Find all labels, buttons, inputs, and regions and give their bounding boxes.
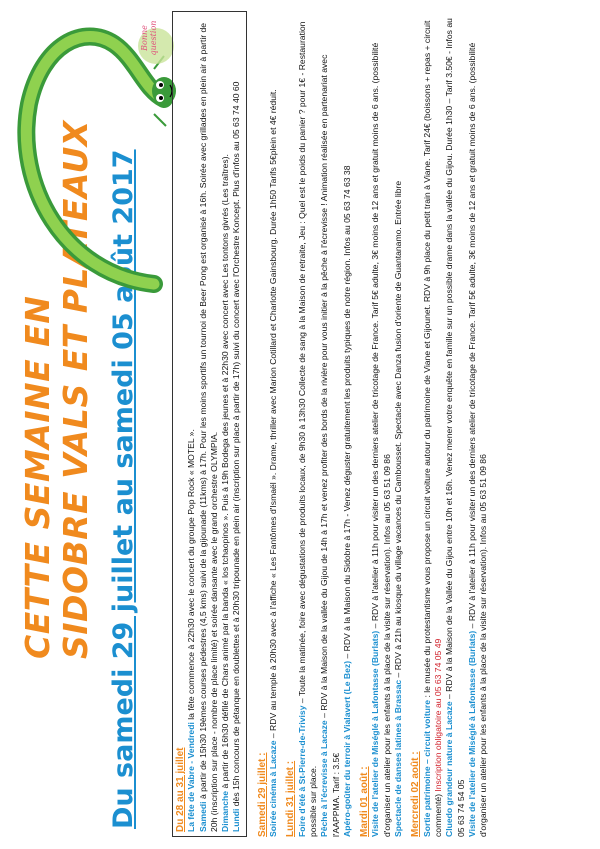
- section-wednesday-02: [410, 11, 489, 837]
- event-item: Visite de l'atelier de Miséglé à Lafontasse (Burlats) – RDV à l'atelier à 11h pour visiter un des derniers atelier de tricotage de France. Tarif 5€ adulte, 3€ moins de 12 ans et gratuit moins de 6 ans. (possibilité d'organiser un atelier pour les enfants à la place de la visite sur réservation). Infos au 05 63 51 09 86: [370, 42, 392, 837]
- title-line-1: CETTE SEMAINE EN: [18, 295, 57, 659]
- registration-note: Inscription obligatoire au 05 63 74 05 49: [432, 638, 443, 792]
- title-line-2: SIDOBRE VALS ET PLATEAUX: [56, 120, 95, 659]
- section-saturday-29: [257, 11, 280, 837]
- section-header: Mercredi 02 août :: [410, 751, 422, 837]
- box-line: Dimanche à partir de 16h30 défilé de Chars animé par la banda « los tchaopinos ». Puis à 19h Bodega des jeunes et à 22h30 avec concert avec Les tontons givrés (Les traîtres).: [220, 154, 231, 832]
- event-item: Cluedo grandeur nature à Lacaze – RDV à la Maison de la Vallée du Gijou entre 10h et 16h. Venez mener votre enquête en famille sur un possible drame dans la vallée du Gijou. Durée 1h30 – Tarif 3.50€ - Infos au 05 63 74 54 05: [444, 18, 466, 837]
- section-header: Lundi 31 juillet :: [285, 760, 297, 837]
- badge-line-2: question: [149, 20, 158, 56]
- event-item: Sortie patrimoine – circuit voiture : le musée du protestantisme vous propose un circuit voiture autour du patrimoine de Viane et Gijounet. RDV à 9h place du petit train à Viane. Tarif 24€ (boissons + repas + circuit commenté) Inscription obligatoire au 05 63 74 05 49: [421, 20, 443, 837]
- events-body: [172, 11, 489, 837]
- box-line: Lundi dès 15h concours de pétanque en doublettes et à 20h30 tripounade en plein air (inscription sur place à partir de 17h) suivi du concert avec l'Orchestre Koncept. Plus d'infos au 05 63 74 40 60: [231, 81, 242, 832]
- section-monday-31: [285, 11, 353, 837]
- box-header: Du 28 au 31 juillet: [175, 747, 186, 832]
- section-header: Samedi 29 juillet :: [256, 752, 268, 837]
- vabre-festival-box: [172, 11, 247, 837]
- event-item: Visite de l'atelier de Miséglé à Lafontasse (Burlats) – RDV à l'atelier à 11h pour visiter un des derniers atelier de tricotage de France. Tarif 5€ adulte, 3€ moins de 12 ans et gratuit moins de 6 ans. (possibilité d'organiser un atelier pour les enfants à la place de la visite sur réservation). Infos au 05 63 51 09 86: [466, 42, 489, 837]
- section-header: Mardi 01 août :: [359, 766, 371, 837]
- box-line: Samedi à partir de 15h30 19èmes courses pédestres (4,5 kms) suivi de la gijounade (11kms) à 17h. Pour les moins sportifs un tournoi de Beer Pong est organisé à 16h. Soirée avec grillades en plein air à partir de 20h (inscription sur place - nombre de place limité) et soirée dansante avec le grand orchestre OLYMPIA.: [197, 22, 219, 832]
- event-item: Pêche à l'écrevisse à Lacaze – RDV à la Maison de la vallée du Gijou de 14h à 17h et venez profiter des bords de la rivière pour vous initier à la pêche à l'écrevisse ! Animation réalisée en partenariat avec l'AAPPMA. Tarif : 3.5€: [319, 54, 341, 837]
- bonne-question-badge: [140, 13, 158, 63]
- event-item: Soirée cinéma à Lacaze – RDV au temple à 20h30 avec à l'affiche « Les Fantômes d'Ismaël ». Drame, thriller avec Marion Cotillard et Charlotte Gainsbourg. Durée 1h50 Tarifs 5€plein et 4€ réduit.: [268, 89, 279, 837]
- event-item: Spectacle de danses latines à Brassac – RDV à 21h au kiosque du village vacances du Cambousset. Spectacle avec Danza fusion d'oriente de Guantanamo. Entrée libre: [393, 180, 404, 837]
- event-item: Foire d'été à St-Pierre-de-Trivisy – Toute la matinée, foire avec dégustations de produits locaux, de 9h30 à 13h30 Collecte de sang à la Maison de retraite, Jeu : Quel est le poids du panier ? pour 1€ - Restauration possible sur place.: [296, 21, 318, 837]
- badge-line-1: Bonne: [140, 25, 149, 51]
- event-item: Apéro-goûter du terroir à Vialavert (Le Bez) – RDV à la Maison du Sidobre à 17h - Venez déguster gratuitement les produits typiques de notre région. Infos au 05 63 74 63 38: [341, 165, 352, 837]
- date-range-title: Du samedi 29 juillet au samedi 05 août 2017: [108, 149, 139, 829]
- box-line: La fête de Vabre - Vendredi la fête commence à 22h30 avec le concert du groupe Pop Rock « MOTEL ».: [186, 429, 197, 832]
- section-tuesday-01: [359, 11, 404, 837]
